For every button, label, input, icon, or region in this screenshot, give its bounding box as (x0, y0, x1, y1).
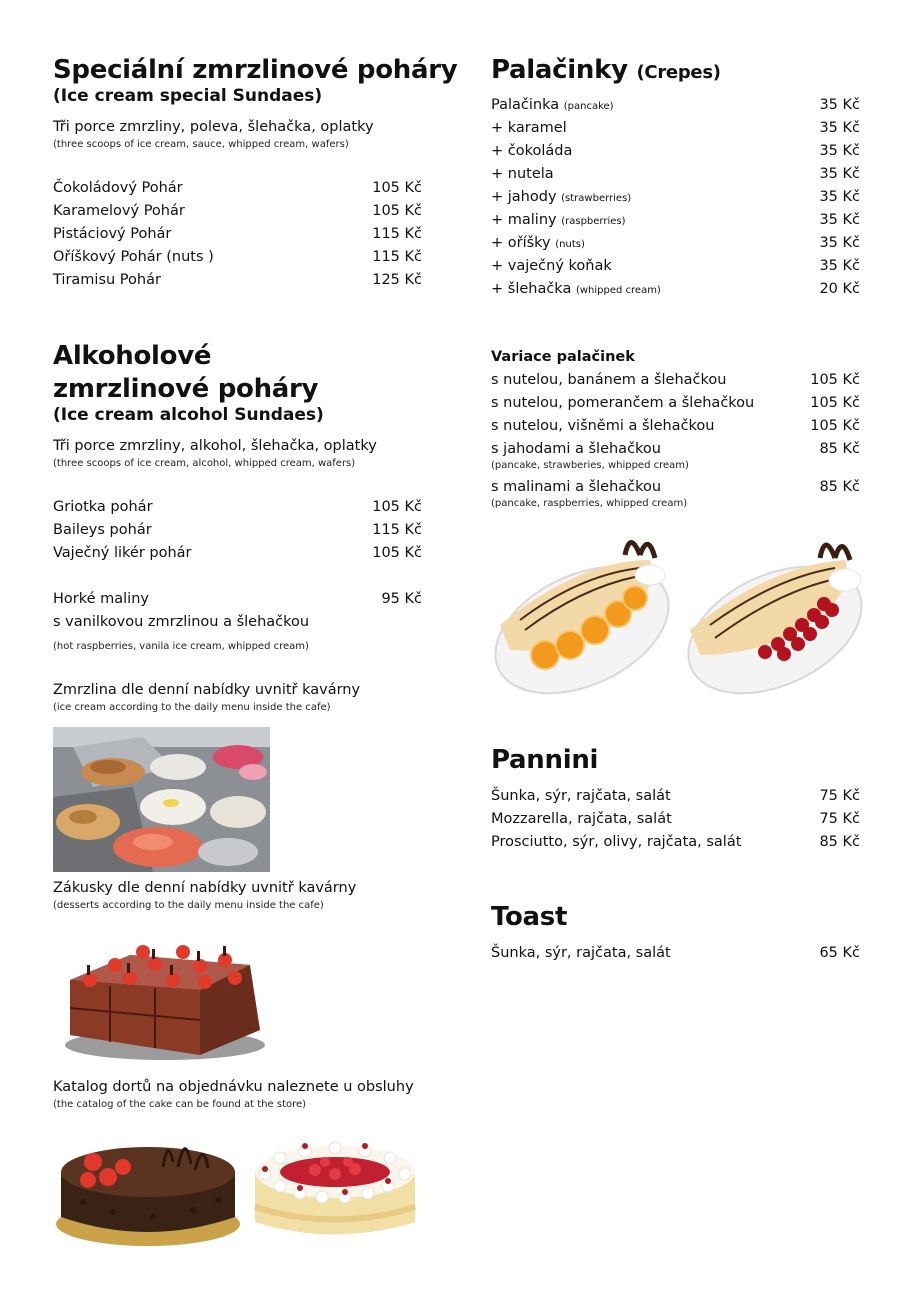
cream-cake-photo (250, 1122, 420, 1247)
menu-item: Vaječný likér pohár 105 Kč (53, 545, 422, 561)
menu-item: Tiramisu Pohár 125 Kč (53, 272, 422, 288)
alcohol-title-line2: zmrzlinové poháry (53, 374, 319, 404)
pannini-title: Pannini (491, 745, 599, 775)
menu-item: + jahody (strawberries) 35 Kč (491, 189, 860, 205)
variations-title: Variace palačinek (491, 349, 635, 365)
menu-item: Oříškový Pohár (nuts ) 115 Kč (53, 249, 422, 265)
crepes-title: Palačinky (Crepes) (491, 55, 721, 85)
menu-item: s nutelou, pomerančem a šlehačkou 105 Kč (491, 395, 860, 411)
daily-icecream-title: Zmrzlina dle denní nabídky uvnitř kavárny (53, 682, 361, 698)
menu-item: + čokoláda 35 Kč (491, 143, 860, 159)
hot-raspberries-item: Horké maliny 95 Kč (53, 591, 422, 607)
cakes-title: Katalog dortů na objednávku naleznete u obsluhy (53, 1079, 414, 1095)
hot-raspberries-en: (hot raspberries, vanila ice cream, whipped cream) (53, 641, 309, 652)
menu-item: Mozzarella, rajčata, salát 75 Kč (491, 811, 860, 827)
menu-item: + vaječný koňak 35 Kč (491, 258, 860, 274)
menu-item: + šlehačka (whipped cream) 20 Kč (491, 281, 860, 297)
alcohol-title-line1: Alkoholové (53, 341, 212, 371)
menu-item: Pistáciový Pohár 115 Kč (53, 226, 422, 242)
alcohol-desc: Tři porce zmrzliny, alkohol, šlehačka, oplatky (53, 438, 377, 454)
alcohol-desc-en: (three scoops of ice cream, alcohol, whipped cream, wafers) (53, 458, 356, 469)
sundaes-subtitle: (Ice cream special Sundaes) (53, 86, 323, 106)
dessert-cubes-photo (55, 920, 265, 1065)
menu-item: Šunka, sýr, rajčata, salát 65 Kč (491, 945, 860, 961)
crepe-cherry-photo (680, 530, 870, 695)
sundaes-desc: Tři porce zmrzliny, poleva, šlehačka, oplatky (53, 119, 374, 135)
desserts-en: (desserts according to the daily menu inside the cafe) (53, 900, 324, 911)
sundaes-desc-en: (three scoops of ice cream, sauce, whipped cream, wafers) (53, 139, 349, 150)
menu-item: + karamel 35 Kč (491, 120, 860, 136)
alcohol-subtitle: (Ice cream alcohol Sundaes) (53, 405, 324, 425)
menu-item: + maliny (raspberries) 35 Kč (491, 212, 860, 228)
menu-item: Baileys pohár 115 Kč (53, 522, 422, 538)
menu-item: Prosciutto, sýr, olivy, rajčata, salát 85 Kč (491, 834, 860, 850)
menu-item: Šunka, sýr, rajčata, salát 75 Kč (491, 788, 860, 804)
cakes-en: (the catalog of the cake can be found at the store) (53, 1099, 307, 1110)
menu-item: s nutelou, višněmi a šlehačkou 105 Kč (491, 418, 860, 434)
variation-en: (pancake, strawberies, whipped cream) (491, 460, 689, 471)
sundaes-title: Speciální zmrzlinové poháry (53, 55, 458, 85)
menu-item: + nutela 35 Kč (491, 166, 860, 182)
hot-raspberries-line2: s vanilkovou zmrzlinou a šlehačkou (53, 614, 310, 630)
menu-item: s malinami a šlehačkou 85 Kč (491, 479, 860, 495)
variation-en: (pancake, raspberries, whipped cream) (491, 498, 688, 509)
chocolate-cake-photo (53, 1122, 243, 1247)
ice-cream-counter-photo (53, 727, 270, 872)
menu-item: Karamelový Pohár 105 Kč (53, 203, 422, 219)
crepe-orange-photo (490, 530, 680, 695)
daily-icecream-en: (ice cream according to the daily menu inside the cafe) (53, 702, 331, 713)
menu-item: s nutelou, banánem a šlehačkou 105 Kč (491, 372, 860, 388)
menu-item: Palačinka (pancake) 35 Kč (491, 97, 860, 113)
toast-title: Toast (491, 902, 568, 932)
desserts-title: Zákusky dle denní nabídky uvnitř kavárny (53, 880, 357, 896)
menu-item: Čokoládový Pohár 105 Kč (53, 180, 422, 196)
menu-item: + oříšky (nuts) 35 Kč (491, 235, 860, 251)
menu-item: Griotka pohár 105 Kč (53, 499, 422, 515)
menu-item: s jahodami a šlehačkou 85 Kč (491, 441, 860, 457)
